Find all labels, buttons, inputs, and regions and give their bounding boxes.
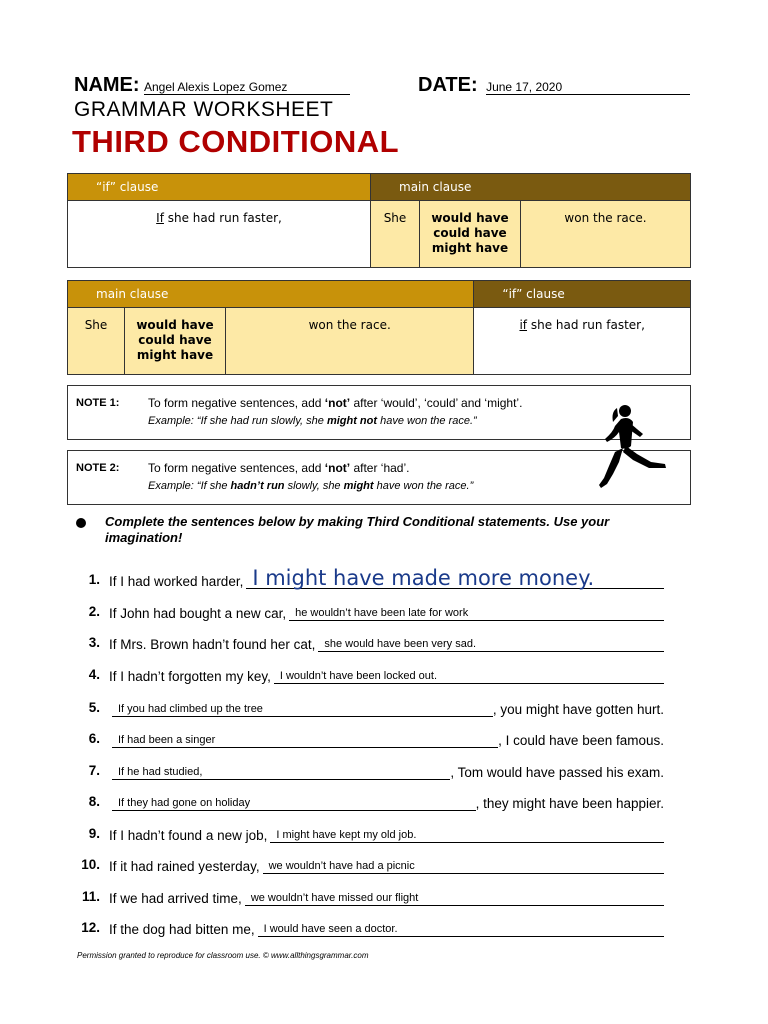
question-sentence (109, 566, 664, 590)
question-sentence (109, 826, 664, 843)
date-row (418, 74, 690, 97)
answer-text: we wouldn’t have missed our flight (250, 892, 419, 904)
note-1-example: Example: “If she had run slowly, she might not have won the race.” (148, 415, 477, 427)
bullet-icon (76, 518, 86, 528)
answer-text: we wouldn’t have had a picnic (268, 860, 415, 872)
question-number: 1. (88, 572, 100, 587)
question-prompt: , Tom would have passed his exam. (450, 765, 664, 780)
answer-text: If he had studied, (118, 766, 203, 778)
answer-text: he wouldn’t have been late for work (295, 607, 469, 619)
date-label: DATE: (418, 74, 478, 96)
question-number: 7. (88, 763, 100, 778)
modal-cell: would have could have might have (420, 201, 521, 268)
note-1-text: To form negative sentences, add ‘not’ after ‘would’, ‘could’ and ‘might’. (148, 396, 523, 410)
question-sentence (109, 667, 664, 684)
answer-blank[interactable] (246, 566, 664, 590)
name-field[interactable] (144, 80, 350, 95)
name-value: Angel Alexis Lopez Gomez (144, 80, 288, 94)
question-sentence (109, 635, 664, 652)
answer-blank[interactable] (245, 889, 664, 906)
question-number: 5. (88, 700, 100, 715)
answer-text: If they had gone on holiday (118, 797, 251, 809)
question-sentence (109, 763, 664, 780)
worksheet-title: THIRD CONDITIONAL (72, 124, 400, 159)
question-sentence (109, 794, 664, 811)
question-prompt: If Mrs. Brown hadn’t found her cat, (109, 637, 316, 652)
answer-blank[interactable] (112, 731, 498, 748)
question-prompt: , you might have gotten hurt. (492, 702, 664, 717)
answer-blank[interactable] (112, 700, 493, 717)
question-prompt: If John had bought a new car, (109, 606, 287, 621)
if-clause-cell: If she had run faster, (68, 201, 371, 268)
note-2-text: To form negative sentences, add ‘not’ after ‘had’. (148, 461, 410, 475)
answer-text: If you had climbed up the tree (118, 703, 263, 715)
answer-blank[interactable] (289, 604, 664, 621)
question-number: 10. (81, 857, 100, 872)
question-number: 2. (88, 604, 100, 619)
question-number: 11. (81, 889, 100, 904)
structure-table-main-first (67, 280, 691, 375)
subject-cell: She (371, 201, 420, 268)
note-2-label: NOTE 2: (76, 462, 120, 474)
subject-cell: She (68, 308, 125, 375)
if-clause-header: “if” clause (68, 174, 371, 201)
answer-text: she would have been very sad. (324, 638, 477, 650)
if-clause-cell: if she had run faster, (474, 308, 691, 375)
answer-text: I might have made more money. (252, 566, 595, 590)
if-clause-header: “if” clause (474, 281, 691, 308)
answer-blank[interactable] (270, 826, 664, 843)
date-field[interactable] (486, 80, 690, 95)
answer-blank[interactable] (318, 635, 664, 652)
question-sentence (109, 920, 664, 937)
question-sentence (109, 700, 664, 717)
instructions: Complete the sentences below by making Third Conditional statements. Use your imagination! (105, 514, 610, 545)
worksheet-subtitle: GRAMMAR WORKSHEET (74, 98, 334, 121)
note-1-label: NOTE 1: (76, 397, 120, 409)
answer-blank[interactable] (112, 763, 450, 780)
answer-blank[interactable] (258, 920, 664, 937)
result-cell: won the race. (521, 201, 691, 268)
question-prompt: , I could have been famous. (498, 733, 664, 748)
note-2-example: Example: “If she hadn’t run slowly, she might have won the race.” (148, 480, 474, 492)
modal-cell: would have could have might have (125, 308, 226, 375)
question-number: 4. (88, 667, 100, 682)
name-row (74, 74, 350, 97)
question-number: 12. (81, 920, 100, 935)
structure-table-if-first (67, 173, 691, 268)
footer-permission: Permission granted to reproduce for classroom use. © www.allthingsgrammar.com (77, 951, 369, 960)
answer-text: If had been a singer (118, 734, 216, 746)
answer-blank[interactable] (263, 857, 664, 874)
question-prompt: , they might have been happier. (475, 796, 664, 811)
question-prompt: If the dog had bitten me, (109, 922, 255, 937)
question-number: 8. (88, 794, 100, 809)
date-value: June 17, 2020 (486, 80, 563, 94)
main-clause-header: main clause (371, 174, 691, 201)
question-prompt: If it had rained yesterday, (109, 859, 260, 874)
answer-blank[interactable] (274, 667, 664, 684)
answer-text: I might have kept my old job. (276, 829, 417, 841)
question-number: 3. (88, 635, 100, 650)
question-prompt: If I hadn’t forgotten my key, (109, 669, 271, 684)
runner-icon (593, 402, 673, 492)
question-sentence (109, 731, 664, 748)
main-clause-header: main clause (68, 281, 474, 308)
name-label: NAME: (74, 74, 140, 96)
question-prompt: If I had worked harder, (109, 574, 244, 589)
answer-text: I wouldn’t have been locked out. (279, 670, 438, 682)
question-number: 9. (88, 826, 100, 841)
question-sentence (109, 889, 664, 906)
question-sentence (109, 857, 664, 874)
question-sentence (109, 604, 664, 621)
question-prompt: If I hadn’t found a new job, (109, 828, 268, 843)
answer-blank[interactable] (112, 794, 476, 811)
question-prompt: If we had arrived time, (109, 891, 242, 906)
question-number: 6. (88, 731, 100, 746)
answer-text: I would have seen a doctor. (263, 923, 398, 935)
result-cell: won the race. (226, 308, 474, 375)
